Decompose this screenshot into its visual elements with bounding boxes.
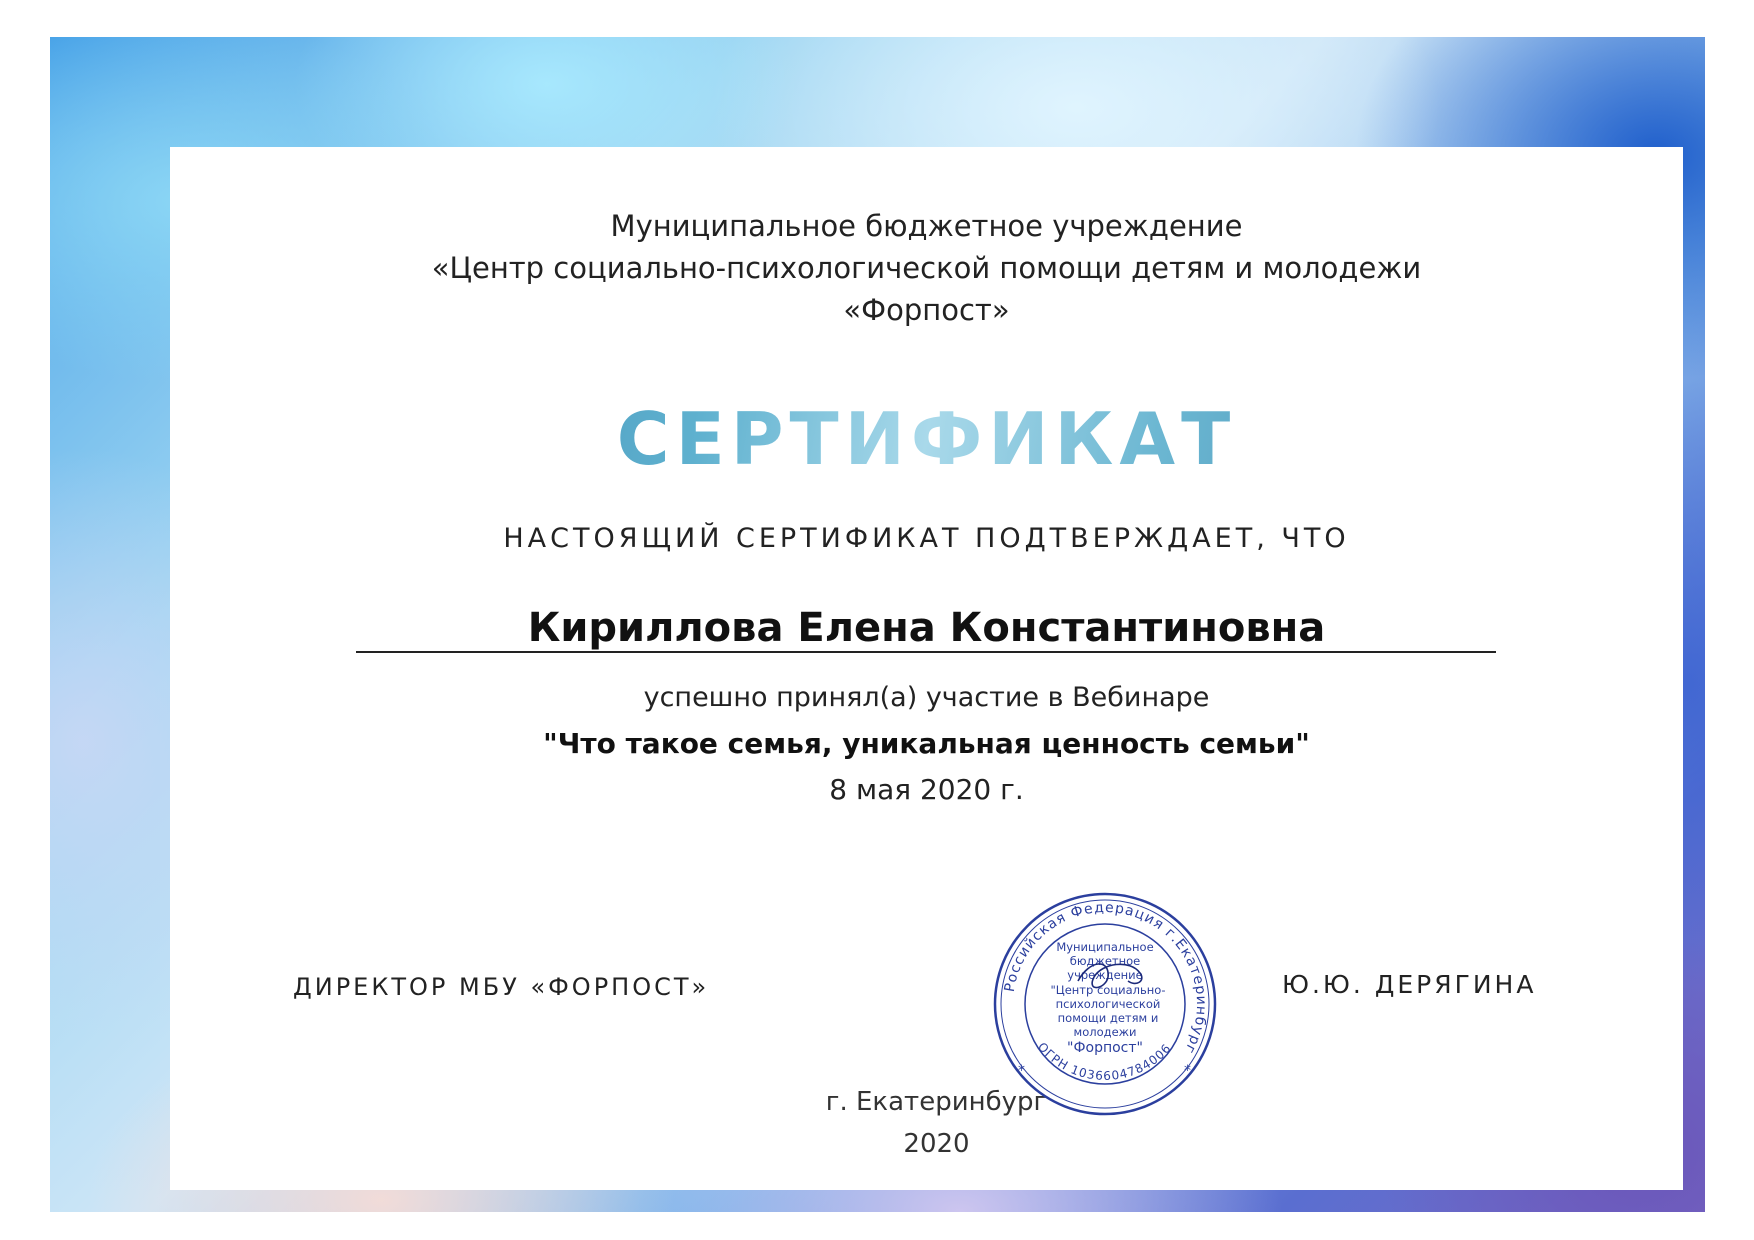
seal-center-line: учреждение (1067, 968, 1143, 982)
seal-center-line: молодежи (1073, 1025, 1137, 1039)
organization-line-3: «Форпост» (843, 293, 1010, 327)
webinar-title: "Что такое семья, уникальная ценность семьи" (543, 727, 1310, 760)
seal-center-line: помощи детям и (1057, 1011, 1159, 1025)
seal-ring-text: Российская Федерация г.Екатеринбург (1001, 899, 1210, 1057)
seal-center-line: "Центр социально- (1050, 983, 1166, 997)
seal-center-line: психологической (1055, 997, 1161, 1011)
participation-text: успешно принял(а) участие в Вебинаре (643, 682, 1210, 713)
event-date: 8 мая 2020 г. (829, 773, 1024, 806)
year: 2020 (903, 1129, 970, 1159)
city: г. Екатеринбург (825, 1087, 1048, 1117)
seal-ogrn-text: ОГРН 1036604784006 (1034, 1039, 1175, 1084)
certificate-title: СЕРТИФИКАТ (170, 397, 1683, 481)
name-underline (356, 651, 1496, 653)
organization-line-1: Муниципальное бюджетное учреждение (610, 209, 1243, 243)
seal-center-line: бюджетное (1069, 954, 1141, 968)
signer-name: Ю.Ю. ДЕРЯГИНА (1282, 970, 1537, 999)
certificate-body (170, 147, 1683, 1190)
confirm-text: НАСТОЯЩИЙ СЕРТИФИКАТ ПОДТВЕРЖДАЕТ, ЧТО (503, 523, 1350, 554)
recipient-name: Кириллова Елена Константиновна (527, 605, 1326, 651)
director-label: ДИРЕКТОР МБУ «ФОРПОСТ» (293, 973, 710, 1001)
decorative-frame (50, 37, 1705, 1212)
seal-center-line: Муниципальное (1056, 940, 1154, 954)
official-seal (990, 889, 1220, 1119)
svg-text:*: * (1184, 1063, 1191, 1079)
seal-stamp-image (990, 889, 1220, 1119)
organization-line-2: «Центр социально-психологической помощи детям и молодежи (431, 251, 1422, 285)
svg-text:*: * (1018, 1063, 1025, 1079)
seal-center-line: "Форпост" (1067, 1040, 1143, 1056)
